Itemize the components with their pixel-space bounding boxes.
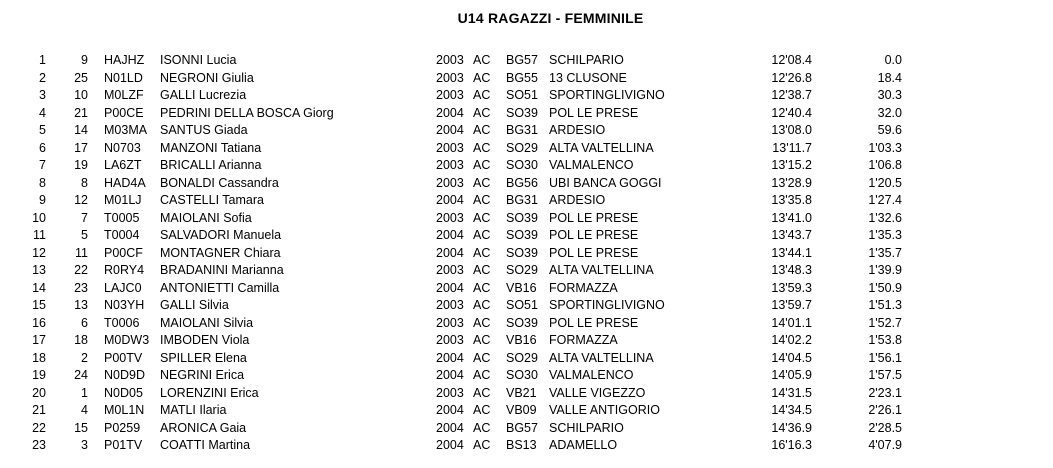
birth-year-cell: 2004 xyxy=(436,368,464,382)
committee-code-cell: BG55 xyxy=(506,70,538,85)
team-name-cell: ARDESIO xyxy=(549,123,606,137)
table-row xyxy=(0,227,1053,245)
time-gap-cell: 1'06.8 xyxy=(868,158,902,172)
athlete-name-cell: GALLI Silvia xyxy=(160,298,229,312)
bib-cell: 12 xyxy=(74,193,88,207)
athlete-code-cell: N03YH xyxy=(104,298,145,312)
table-row xyxy=(0,70,1053,88)
finish-time-cell: 14'02.2 xyxy=(771,333,812,347)
rank-cell: 4 xyxy=(39,105,46,120)
team-name-cell: POL LE PRESE xyxy=(549,105,639,120)
category-cell: AC xyxy=(473,245,491,260)
birth-year-cell: 2003 xyxy=(436,88,464,102)
bib-cell: 1 xyxy=(81,385,88,400)
table-row xyxy=(0,280,1053,298)
bib-cell: 4 xyxy=(81,403,88,417)
table-row xyxy=(0,437,1053,455)
committee-code-cell: SO30 xyxy=(506,368,538,382)
team-name-cell: UBI BANCA GOGGI xyxy=(549,175,662,190)
athlete-name-cell: MAIOLANI Silvia xyxy=(160,315,254,330)
bib-cell: 19 xyxy=(74,158,88,172)
bib-cell: 10 xyxy=(74,88,88,102)
time-gap-cell: 1'03.3 xyxy=(868,140,902,155)
table-row xyxy=(0,122,1053,140)
team-name-cell: SPORTINGLIVIGNO xyxy=(549,88,665,102)
birth-year-cell: 2004 xyxy=(436,403,464,417)
athlete-name-cell: LORENZINI Erica xyxy=(160,385,259,400)
table-row xyxy=(0,210,1053,228)
category-cell: AC xyxy=(473,385,491,400)
birth-year-cell: 2004 xyxy=(436,228,464,242)
finish-time-cell: 14'04.5 xyxy=(771,350,812,365)
finish-time-cell: 16'16.3 xyxy=(771,438,812,452)
athlete-code-cell: P00CE xyxy=(104,105,144,120)
bib-cell: 22 xyxy=(74,263,88,277)
category-cell: AC xyxy=(473,368,491,382)
committee-code-cell: BG31 xyxy=(506,193,538,207)
birth-year-cell: 2003 xyxy=(436,263,464,277)
rank-cell: 14 xyxy=(32,280,46,295)
team-name-cell: ALTA VALTELLINA xyxy=(549,350,654,365)
category-cell: AC xyxy=(473,298,491,312)
birth-year-cell: 2004 xyxy=(436,193,464,207)
page-title: U14 RAGAZZI - FEMMINILE xyxy=(457,10,644,26)
finish-time-cell: 13'48.3 xyxy=(771,263,812,277)
bib-cell: 6 xyxy=(81,315,88,330)
bib-cell: 9 xyxy=(81,53,88,67)
athlete-name-cell: BRICALLI Arianna xyxy=(160,158,262,172)
bib-cell: 17 xyxy=(74,140,88,155)
birth-year-cell: 2004 xyxy=(436,123,464,137)
team-name-cell: FORMAZZA xyxy=(549,280,618,295)
time-gap-cell: 2'26.1 xyxy=(868,403,902,417)
athlete-code-cell: LAJC0 xyxy=(104,280,142,295)
category-cell: AC xyxy=(473,175,491,190)
category-cell: AC xyxy=(473,438,491,452)
committee-code-cell: SO51 xyxy=(506,298,538,312)
bib-cell: 8 xyxy=(81,175,88,190)
athlete-code-cell: HAJHZ xyxy=(104,53,145,67)
team-name-cell: VALMALENCO xyxy=(549,368,634,382)
committee-code-cell: SO39 xyxy=(506,228,538,242)
athlete-code-cell: R0RY4 xyxy=(104,263,145,277)
committee-code-cell: VB21 xyxy=(506,385,537,400)
table-row xyxy=(0,175,1053,193)
bib-cell: 5 xyxy=(81,228,88,242)
team-name-cell: FORMAZZA xyxy=(549,333,618,347)
athlete-code-cell: P0259 xyxy=(104,420,141,435)
rank-cell: 3 xyxy=(39,88,46,102)
team-name-cell: SPORTINGLIVIGNO xyxy=(549,298,665,312)
committee-code-cell: SO51 xyxy=(506,88,538,102)
committee-code-cell: BG56 xyxy=(506,175,538,190)
time-gap-cell: 1'20.5 xyxy=(868,175,902,190)
bib-cell: 21 xyxy=(74,105,88,120)
rank-cell: 5 xyxy=(39,123,46,137)
finish-time-cell: 14'31.5 xyxy=(771,385,812,400)
athlete-code-cell: T0004 xyxy=(104,228,140,242)
team-name-cell: POL LE PRESE xyxy=(549,315,639,330)
bib-cell: 18 xyxy=(74,333,88,347)
athlete-code-cell: P00CF xyxy=(104,245,143,260)
time-gap-cell: 32.0 xyxy=(877,105,902,120)
team-name-cell: ALTA VALTELLINA xyxy=(549,263,654,277)
finish-time-cell: 12'08.4 xyxy=(771,53,812,67)
committee-code-cell: VB09 xyxy=(506,403,537,417)
category-cell: AC xyxy=(473,88,491,102)
athlete-code-cell: N0D05 xyxy=(104,385,143,400)
time-gap-cell: 30.3 xyxy=(877,88,902,102)
athlete-name-cell: NEGRONI Giulia xyxy=(160,70,254,85)
category-cell: AC xyxy=(473,158,491,172)
committee-code-cell: SO29 xyxy=(506,140,538,155)
team-name-cell: VALLE VIGEZZO xyxy=(549,385,646,400)
rank-cell: 1 xyxy=(39,53,46,67)
finish-time-cell: 13'15.2 xyxy=(771,158,812,172)
athlete-name-cell: MANZONI Tatiana xyxy=(160,140,262,155)
time-gap-cell: 2'28.5 xyxy=(868,420,902,435)
finish-time-cell: 14'01.1 xyxy=(771,315,812,330)
athlete-name-cell: ARONICA Gaia xyxy=(160,420,247,435)
birth-year-cell: 2003 xyxy=(436,53,464,67)
category-cell: AC xyxy=(473,105,491,120)
team-name-cell: ADAMELLO xyxy=(549,438,618,452)
finish-time-cell: 13'59.7 xyxy=(771,298,812,312)
rank-cell: 10 xyxy=(32,210,46,225)
finish-time-cell: 12'40.4 xyxy=(771,105,812,120)
team-name-cell: ARDESIO xyxy=(549,193,606,207)
bib-cell: 13 xyxy=(74,298,88,312)
team-name-cell: POL LE PRESE xyxy=(549,228,639,242)
time-gap-cell: 1'52.7 xyxy=(868,315,902,330)
rank-cell: 15 xyxy=(32,298,46,312)
table-row xyxy=(0,385,1053,403)
birth-year-cell: 2004 xyxy=(436,245,464,260)
team-name-cell: SCHILPARIO xyxy=(549,53,624,67)
finish-time-cell: 13'43.7 xyxy=(771,228,812,242)
committee-code-cell: SO30 xyxy=(506,158,538,172)
rank-cell: 7 xyxy=(39,158,46,172)
athlete-code-cell: N01LD xyxy=(104,70,143,85)
time-gap-cell: 59.6 xyxy=(877,123,902,137)
time-gap-cell: 1'53.8 xyxy=(868,333,902,347)
bib-cell: 3 xyxy=(81,438,88,452)
rank-cell: 23 xyxy=(32,438,46,452)
committee-code-cell: SO39 xyxy=(506,315,538,330)
results-table xyxy=(0,52,1053,455)
athlete-name-cell: SPILLER Elena xyxy=(160,350,247,365)
rank-cell: 12 xyxy=(32,245,46,260)
committee-code-cell: SO29 xyxy=(506,350,538,365)
category-cell: AC xyxy=(473,228,491,242)
athlete-name-cell: NEGRINI Erica xyxy=(160,368,245,382)
time-gap-cell: 1'39.9 xyxy=(868,263,902,277)
athlete-name-cell: BONALDI Cassandra xyxy=(160,175,279,190)
birth-year-cell: 2003 xyxy=(436,210,464,225)
committee-code-cell: SO39 xyxy=(506,210,538,225)
time-gap-cell: 18.4 xyxy=(877,70,902,85)
finish-time-cell: 12'38.7 xyxy=(771,88,812,102)
birth-year-cell: 2003 xyxy=(436,140,464,155)
athlete-name-cell: MAIOLANI Sofia xyxy=(160,210,252,225)
rank-cell: 9 xyxy=(39,193,46,207)
finish-time-cell: 13'28.9 xyxy=(771,175,812,190)
time-gap-cell: 1'50.9 xyxy=(868,280,902,295)
athlete-code-cell: N0D9D xyxy=(104,368,145,382)
finish-time-cell: 14'05.9 xyxy=(771,368,812,382)
team-name-cell: ALTA VALTELLINA xyxy=(549,140,654,155)
athlete-code-cell: M0DW3 xyxy=(104,333,150,347)
birth-year-cell: 2003 xyxy=(436,333,464,347)
rank-cell: 6 xyxy=(39,140,46,155)
athlete-name-cell: SALVADORI Manuela xyxy=(160,228,282,242)
athlete-code-cell: T0005 xyxy=(104,210,140,225)
athlete-name-cell: CASTELLI Tamara xyxy=(160,193,264,207)
athlete-code-cell: P00TV xyxy=(104,350,143,365)
category-cell: AC xyxy=(473,420,491,435)
finish-time-cell: 12'26.8 xyxy=(771,70,812,85)
athlete-code-cell: T0006 xyxy=(104,315,140,330)
rank-cell: 8 xyxy=(39,175,46,190)
athlete-code-cell: LA6ZT xyxy=(104,158,142,172)
time-gap-cell: 1'27.4 xyxy=(868,193,902,207)
birth-year-cell: 2004 xyxy=(436,350,464,365)
athlete-code-cell: HAD4A xyxy=(104,175,146,190)
time-gap-cell: 1'35.7 xyxy=(868,245,902,260)
rank-cell: 22 xyxy=(32,420,46,435)
athlete-code-cell: P01TV xyxy=(104,438,143,452)
time-gap-cell: 1'56.1 xyxy=(868,350,902,365)
table-row xyxy=(0,297,1053,315)
team-name-cell: VALLE ANTIGORIO xyxy=(549,403,660,417)
time-gap-cell: 4'07.9 xyxy=(868,438,902,452)
finish-time-cell: 13'08.0 xyxy=(771,123,812,137)
time-gap-cell: 1'32.6 xyxy=(868,210,902,225)
table-row xyxy=(0,52,1053,70)
category-cell: AC xyxy=(473,280,491,295)
athlete-name-cell: PEDRINI DELLA BOSCA Giorg xyxy=(160,105,334,120)
committee-code-cell: BG57 xyxy=(506,420,538,435)
athlete-code-cell: M01LJ xyxy=(104,193,142,207)
committee-code-cell: BS13 xyxy=(506,438,537,452)
committee-code-cell: VB16 xyxy=(506,280,537,295)
athlete-name-cell: BRADANINI Marianna xyxy=(160,263,284,277)
rank-cell: 2 xyxy=(39,70,46,85)
birth-year-cell: 2004 xyxy=(436,280,464,295)
category-cell: AC xyxy=(473,263,491,277)
finish-time-cell: 13'59.3 xyxy=(771,280,812,295)
committee-code-cell: SO39 xyxy=(506,245,538,260)
team-name-cell: POL LE PRESE xyxy=(549,245,639,260)
rank-cell: 13 xyxy=(32,263,46,277)
birth-year-cell: 2003 xyxy=(436,315,464,330)
bib-cell: 14 xyxy=(74,123,88,137)
birth-year-cell: 2004 xyxy=(436,105,464,120)
table-row xyxy=(0,332,1053,350)
table-row xyxy=(0,157,1053,175)
category-cell: AC xyxy=(473,70,491,85)
bib-cell: 2 xyxy=(81,350,88,365)
athlete-name-cell: MONTAGNER Chiara xyxy=(160,245,281,260)
committee-code-cell: SO29 xyxy=(506,263,538,277)
time-gap-cell: 1'51.3 xyxy=(868,298,902,312)
category-cell: AC xyxy=(473,140,491,155)
athlete-name-cell: GALLI Lucrezia xyxy=(160,88,247,102)
athlete-name-cell: COATTI Martina xyxy=(160,438,251,452)
table-row xyxy=(0,367,1053,385)
rank-cell: 20 xyxy=(32,385,46,400)
rank-cell: 18 xyxy=(32,350,46,365)
rank-cell: 21 xyxy=(32,403,46,417)
table-row xyxy=(0,245,1053,263)
rank-cell: 11 xyxy=(33,228,46,242)
category-cell: AC xyxy=(473,193,491,207)
category-cell: AC xyxy=(473,403,491,417)
athlete-code-cell: M03MA xyxy=(104,123,148,137)
table-row xyxy=(0,315,1053,333)
finish-time-cell: 13'44.1 xyxy=(771,245,812,260)
time-gap-cell: 1'57.5 xyxy=(868,368,902,382)
committee-code-cell: BG57 xyxy=(506,53,538,67)
bib-cell: 24 xyxy=(74,368,88,382)
athlete-code-cell: N0703 xyxy=(104,140,141,155)
athlete-name-cell: SANTUS Giada xyxy=(160,123,248,137)
team-name-cell: VALMALENCO xyxy=(549,158,634,172)
athlete-code-cell: M0L1N xyxy=(104,403,145,417)
category-cell: AC xyxy=(473,210,491,225)
birth-year-cell: 2003 xyxy=(436,175,464,190)
time-gap-cell: 1'35.3 xyxy=(868,228,902,242)
rank-cell: 17 xyxy=(32,333,46,347)
birth-year-cell: 2003 xyxy=(436,385,464,400)
rank-cell: 16 xyxy=(32,315,46,330)
bib-cell: 11 xyxy=(75,245,88,260)
committee-code-cell: SO39 xyxy=(506,105,538,120)
category-cell: AC xyxy=(473,53,491,67)
bib-cell: 15 xyxy=(74,420,88,435)
time-gap-cell: 2'23.1 xyxy=(868,385,902,400)
committee-code-cell: BG31 xyxy=(506,123,538,137)
table-row xyxy=(0,87,1053,105)
finish-time-cell: 14'34.5 xyxy=(771,403,812,417)
birth-year-cell: 2003 xyxy=(436,298,464,312)
table-row xyxy=(0,402,1053,420)
category-cell: AC xyxy=(473,350,491,365)
finish-time-cell: 13'41.0 xyxy=(771,210,812,225)
bib-cell: 7 xyxy=(81,210,88,225)
birth-year-cell: 2003 xyxy=(436,158,464,172)
birth-year-cell: 2004 xyxy=(436,420,464,435)
table-row xyxy=(0,140,1053,158)
team-name-cell: SCHILPARIO xyxy=(549,420,624,435)
time-gap-cell: 0.0 xyxy=(884,53,902,67)
committee-code-cell: VB16 xyxy=(506,333,537,347)
athlete-name-cell: ANTONIETTI Camilla xyxy=(160,280,280,295)
athlete-name-cell: MATLI Ilaria xyxy=(160,403,227,417)
team-name-cell: 13 CLUSONE xyxy=(549,70,627,85)
finish-time-cell: 13'11.7 xyxy=(772,140,812,155)
category-cell: AC xyxy=(473,333,491,347)
team-name-cell: POL LE PRESE xyxy=(549,210,639,225)
table-row xyxy=(0,105,1053,123)
table-row xyxy=(0,262,1053,280)
rank-cell: 19 xyxy=(32,368,46,382)
finish-time-cell: 14'36.9 xyxy=(771,420,812,435)
athlete-name-cell: IMBODEN Viola xyxy=(160,333,250,347)
table-row xyxy=(0,420,1053,438)
bib-cell: 25 xyxy=(74,70,88,85)
athlete-code-cell: M0LZF xyxy=(104,88,144,102)
table-row xyxy=(0,192,1053,210)
birth-year-cell: 2003 xyxy=(436,70,464,85)
category-cell: AC xyxy=(473,123,491,137)
finish-time-cell: 13'35.8 xyxy=(771,193,812,207)
birth-year-cell: 2004 xyxy=(436,438,464,452)
category-cell: AC xyxy=(473,315,491,330)
table-row xyxy=(0,350,1053,368)
athlete-name-cell: ISONNI Lucia xyxy=(160,53,237,67)
bib-cell: 23 xyxy=(74,280,88,295)
